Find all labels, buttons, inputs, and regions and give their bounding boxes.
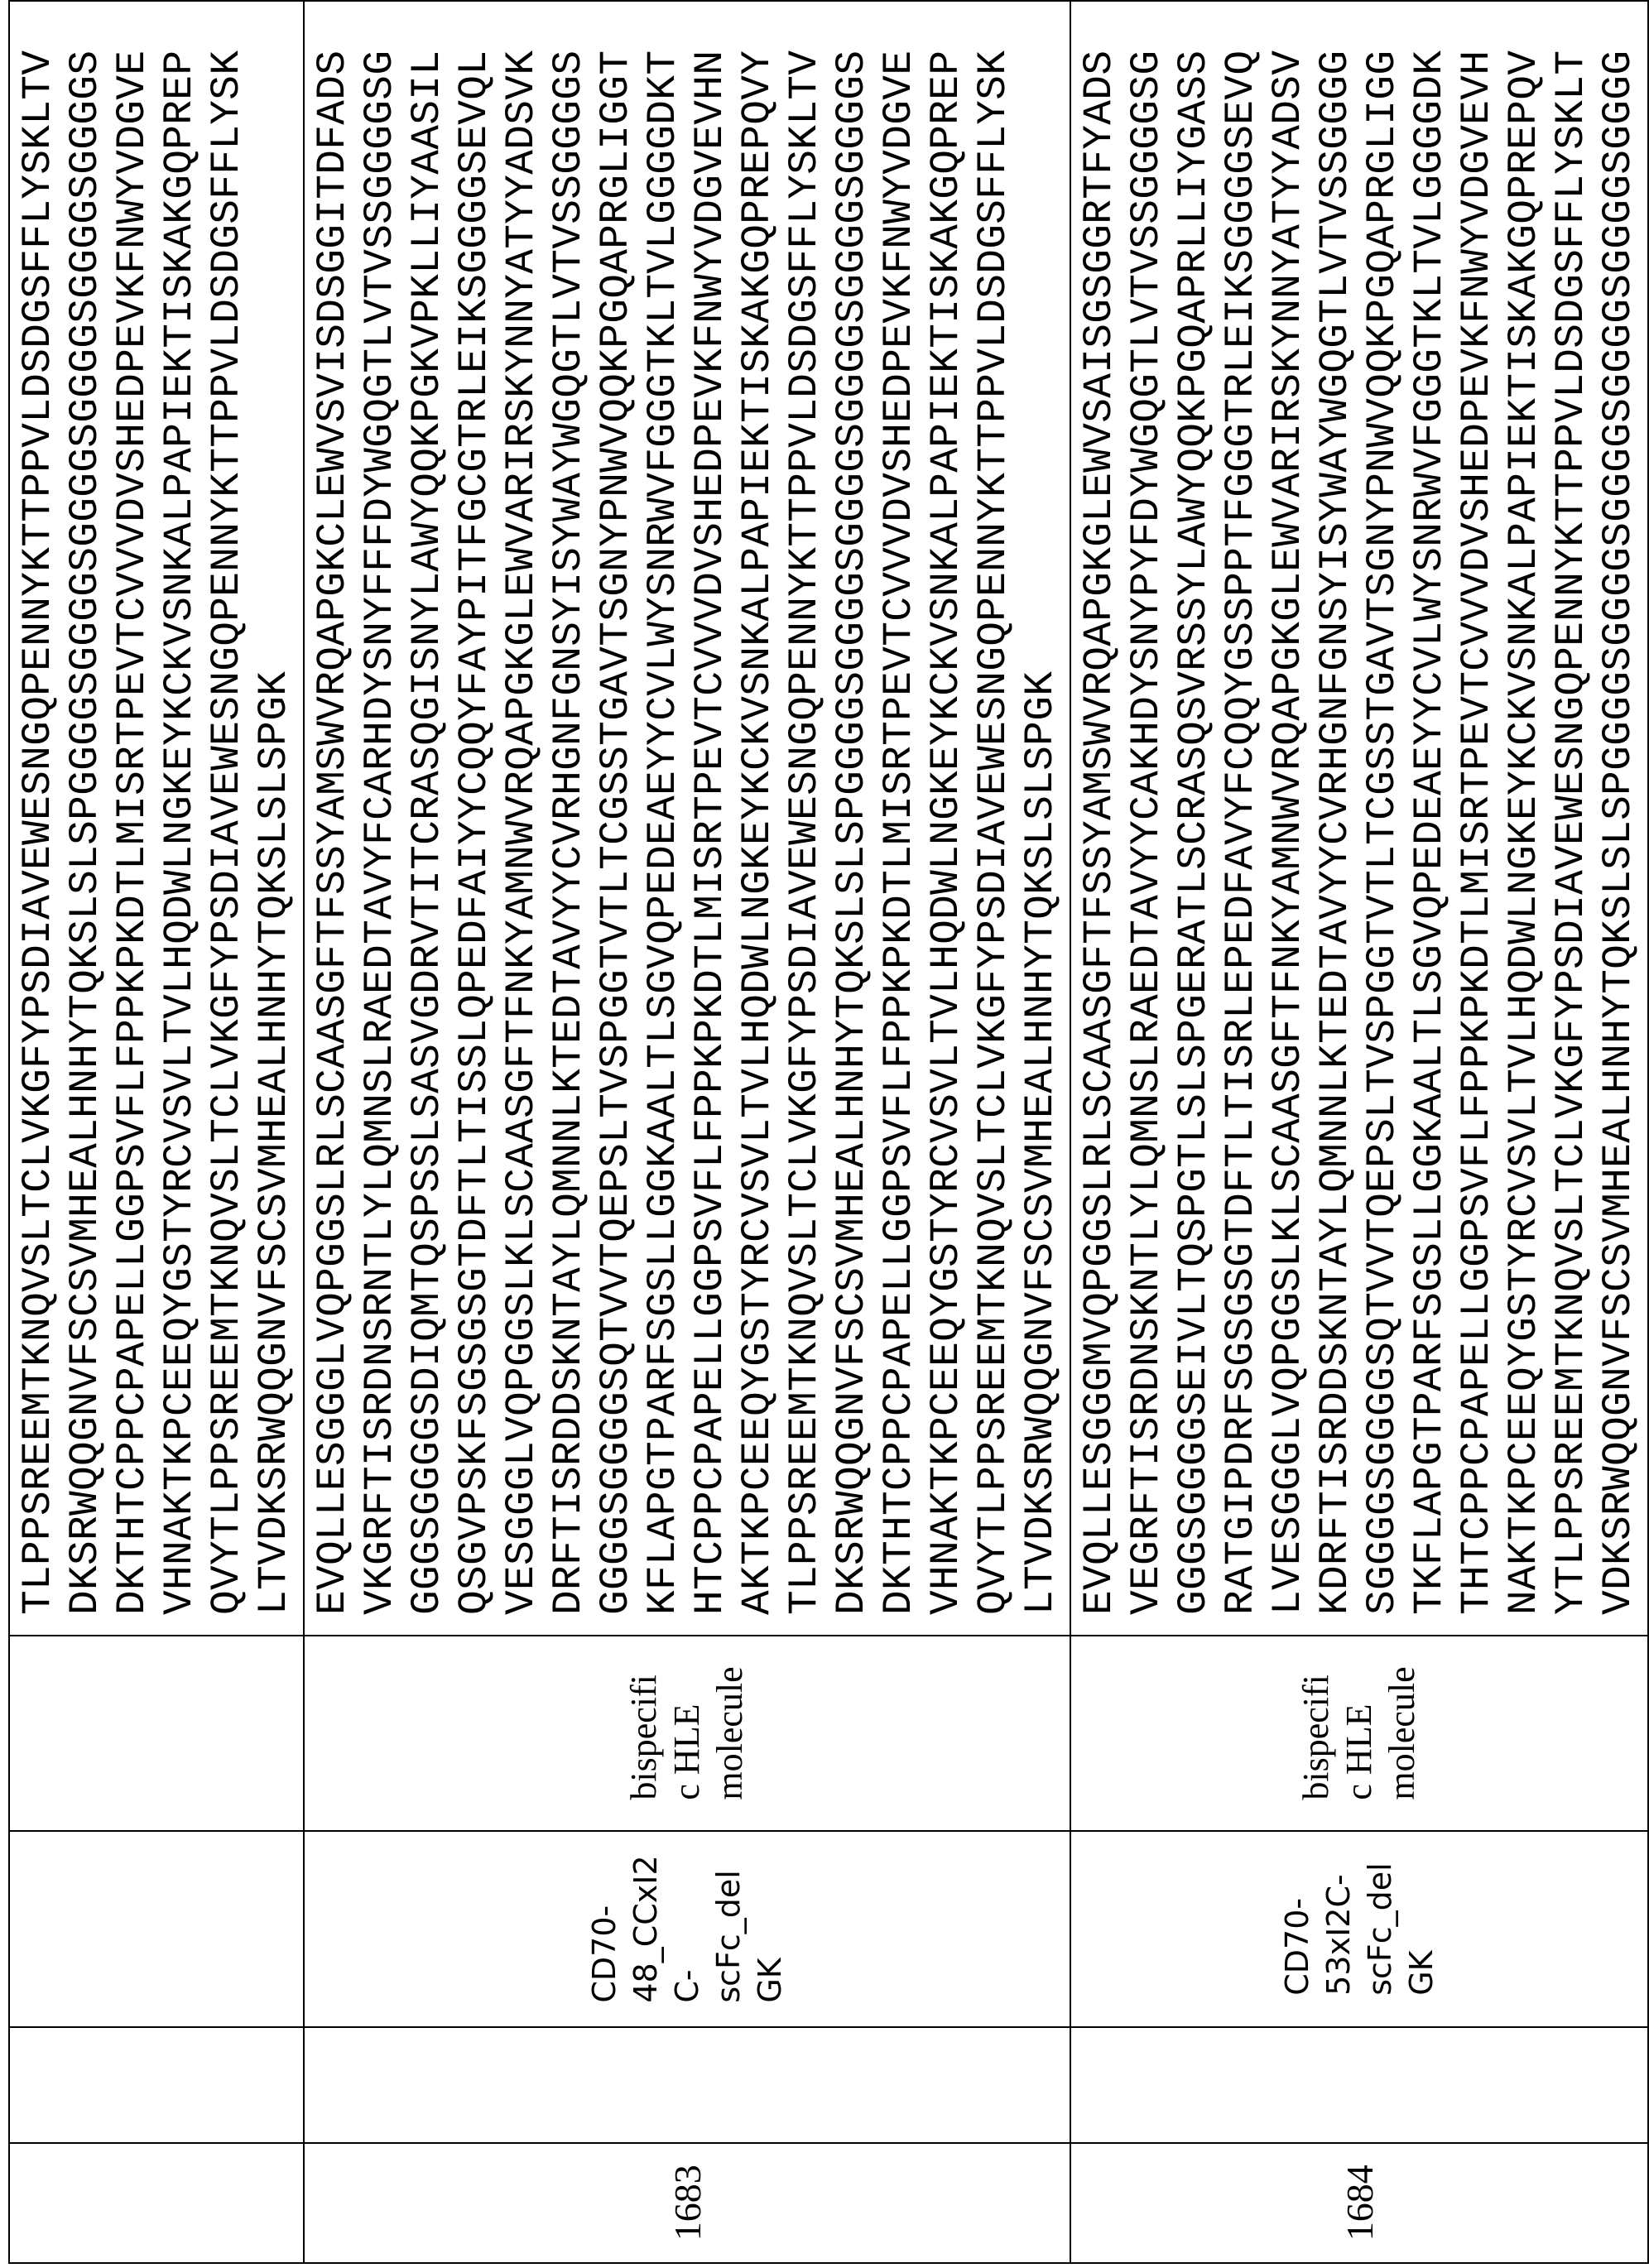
molecule-type-cell xyxy=(304,1636,1070,1831)
seq-id: 1683 xyxy=(666,2165,709,2241)
sequence-line: GGGSGGGGSDIQMTQSPSSLSASVGDRVTITCRASQGISNYLAWYQQKPGKVPKLLIYAASIL xyxy=(404,2,451,1615)
construct-name-line: CD70- xyxy=(584,1855,625,2002)
sequence-line: KFLAPGTPARFSGSLLGGKAALTLSGVQPEDEAEYYCVLWYSNRWVFGGGTKLTVLGGGGDKT xyxy=(640,2,687,1615)
sequence-line: QVYTLPPSREEMTKNQVSLTCLVKGFYPSDIAVEWESNGQPENNYKTTPPVLDSDGSFFLYSK xyxy=(204,2,251,1615)
molecule-type-cell xyxy=(1070,1636,1648,1831)
sequence-line: SGGGGSGGGGSQTVVTQEPSLTVSPGGTVTLTCGSSTGAVTSGNYPNWVQQKPGQAPRGLIGG xyxy=(1359,2,1406,1615)
molecule-type-line: bispecifi xyxy=(623,1666,666,1800)
sequence-line: KDRFTISRDDSKNTAYLQMNNLKTEDTAVYYCVRHGNFGNSYISYWAYWGQGTLVTVSSGGGG xyxy=(1312,2,1359,1615)
molecule-type-cell xyxy=(9,1636,304,1831)
sequence-line: NAKTKPCEEQYGSTYRCVSVLTVLHQDWLNGKEYKCKVSNKALPAPIEKTISKAKGQPREPQV xyxy=(1501,2,1548,1615)
construct-name-line: C- xyxy=(666,1855,708,2002)
seq-id-cell xyxy=(304,2143,1070,2263)
molecule-type-line: c HLE xyxy=(1338,1666,1381,1800)
sequence-line: EVQLLESGGGLVQPGGSLRLSCAASGFTFSSYAMSWVRQAPGKCLEWVSVISDSGGITDFADS xyxy=(310,2,357,1615)
molecule-type-line: molecule xyxy=(1381,1666,1424,1800)
sequence-line: THTCPPCPAPELLGGPSVFLFPPKPKDTLMISRTPEVTCVVVDVSHEDPEVKFNWYVDGVEVH xyxy=(1454,2,1501,1615)
sequence-line: VEGRFTISRDNSKNTLYLQMNSLRAEDTAVYYCAKHDYSNYPYFDYWGQGTLVTVSSGGGGSG xyxy=(1123,2,1171,1615)
sequence-line: DKTHTCPPCPAPELLGGPSVFLFPPKPKDTLMISRTPEVTCVVVDVSHEDPEVKFNWYVDGVE xyxy=(109,2,156,1615)
rotated-page xyxy=(0,0,1619,2268)
sequence-line: VHNAKTKPCEEQYGSTYRCVSVLTVLHQDWLNGKEYKCKVSNKALPAPIEKTISKAKGQPREP xyxy=(156,2,204,1615)
construct-name-cell xyxy=(9,1831,304,2027)
blank-cell xyxy=(304,2027,1070,2143)
molecule-type-line: c HLE xyxy=(666,1666,709,1800)
sequence-line: RATGIPDRFSGSGSGTDFTLTISRLEPEDFAVYFCQQYGSSPPTFGGGTRLEIKSGGGGSEVQ xyxy=(1218,2,1265,1615)
sequence-line: VHNAKTKPCEEQYGSTYRCVSVLTVLHQDWLNGKEYKCKVSNKALPAPIEKTISKAKGQPREP xyxy=(923,2,970,1615)
seq-id-cell xyxy=(1070,2143,1648,2263)
construct-name-line: CD70- xyxy=(1276,1862,1318,1996)
sequence-line: LTVDKSRWQQGNVFSCSVMHEALHNHYTQKSLSLSPGK xyxy=(251,2,298,1615)
sequence-line: TLPPSREEMTKNQVSLTCLVKGFYPSDIAVEWESNGQPENNYKTTPPVLDSDGSFFLYSKLTV xyxy=(781,2,829,1615)
sequence-line: TLPPSREEMTKNQVSLTCLVKGFYPSDIAVEWESNGQPENNYKTTPPVLDSDGSFFLYSKLTV xyxy=(15,2,62,1615)
sequence-line: VDKSRWQQGNVFSCSVMHEALHNHYTQKSLSLSPGGGGSGGGGSGGGGSGGGGSGGGGSGGGG xyxy=(1595,2,1642,1615)
table-row xyxy=(304,1,1070,2263)
sequence-line: TKFLAPGTPARFSGSLLGGKAALTLSGVQPEDEAEYYCVLWYSNRWVFGGGTKLTVLGGGGDK xyxy=(1406,2,1454,1615)
sequence-line: GGGGSGGGGSQTVVTQEPSLTVSPGGTVTLTCGSSTGAVTSGNYPNWVQQKPGQAPRGLIGGT xyxy=(593,2,640,1615)
sequence-line: DKTHTCPPCPAPELLGGPSVFLFPPKPKDTLMISRTPEVTCVVVDVSHEDPEVKFNWYVDGVE xyxy=(876,2,923,1615)
sequence-cell xyxy=(304,1,1070,1636)
construct-name-cell xyxy=(304,1831,1070,2027)
table-row xyxy=(1070,1,1648,2263)
sequence-line: DKSRWQQGNVFSCSVMHEALHNHYTQKSLSLSPGGGGSGGGGSGGGGSGGGGSGGGGSGGGGS xyxy=(62,2,109,1615)
sequence-line: GGGSGGGGSEIVLTQSPGTLSLSPGERATLSCRASQSVRSSYLAWYQQKPGQAPRLLIYGASS xyxy=(1171,2,1218,1615)
molecule-type-line: bispecifi xyxy=(1295,1666,1338,1800)
sequence-line: DKSRWQQGNVFSCSVMHEALHNHYTQKSLSLSPGGGGSGGGGSGGGGSGGGGSGGGGSGGGGS xyxy=(829,2,876,1615)
blank-cell xyxy=(1070,2027,1648,2143)
construct-name-line: GK xyxy=(1401,1862,1442,1996)
sequence-line: QVYTLPPSREEMTKNQVSLTCLVKGFYPSDIAVEWESNGQPENNYKTTPPVLDSDGSFFLYSK xyxy=(970,2,1017,1615)
sequence-line: VESGGGLVQPGGSLKLSCAASGFTFNKYAMNWVRQAPGKGLEWVARIRSKYNNYATYYADSVK xyxy=(498,2,546,1615)
blank-cell xyxy=(9,2027,304,2143)
table-row xyxy=(9,1,304,2263)
sequence-cell xyxy=(9,1,304,1636)
construct-name-line: 48_CCxI2 xyxy=(625,1855,666,2002)
sequence-line: QSGVPSKFSGSGSGTDFTLTISSLQPEDFAIYYCQQYFAYPITFGCGTRLEIKSGGGGSEVQL xyxy=(451,2,498,1615)
construct-name-cell xyxy=(1070,1831,1648,2027)
construct-name-line: 53xI2C- xyxy=(1318,1862,1359,1996)
sequence-line: AKTKPCEEQYGSTYRCVSVLTVLHQDWLNGKEYKCKVSNKALPAPIEKTISKAKGQPREPQVY xyxy=(734,2,781,1615)
sequence-cell xyxy=(1070,1,1648,1636)
sequence-line: EVQLLESGGGMVQPGGSLRLSCAASGFTFSSYAMSWVRQAPGKGLEWVSAISGSGGRTFYADS xyxy=(1076,2,1123,1615)
sequence-line: HTCPPCPAPELLGGPSVFLFPPKPKDTLMISRTPEVTCVVVDVSHEDPEVKFNWYVDGVEVHN xyxy=(687,2,734,1615)
sequence-line: LTVDKSRWQQGNVFSCSVMHEALHNHYTQKSLSLSPGK xyxy=(1017,2,1065,1615)
sequence-line: DRFTISRDDSKNTAYLQMNNLKTEDTAVYYCVRHGNFGNSYISYWAYWGQGTLVTVSSGGGGS xyxy=(546,2,593,1615)
sequence-line: LVESGGGLVQPGGSLKLSCAASGFTFNKYAMNWVRQAPGKGLEWVARIRSKYNNYATYYADSV xyxy=(1265,2,1312,1615)
molecule-type-line: molecule xyxy=(709,1666,752,1800)
construct-name-line: scFc_del xyxy=(1359,1862,1401,1996)
sequence-line: YTLPPSREEMTKNQVSLTCLVKGFYPSDIAVEWESNGQPENNYKTTPPVLDSDGSFFLYSKLT xyxy=(1548,2,1595,1615)
construct-name-line: scFc_del xyxy=(708,1855,749,2002)
sequence-line: VKGRFTISRDNSRNTLYLQMNSLRAEDTAVYFCARHDYSNYFFFDYWGQGTLVTVSSGGGGSG xyxy=(357,2,404,1615)
construct-name-line: GK xyxy=(749,1855,791,2002)
sequence-table xyxy=(8,0,1649,2264)
seq-id-cell xyxy=(9,2143,304,2263)
seq-id: 1684 xyxy=(1339,2165,1381,2241)
